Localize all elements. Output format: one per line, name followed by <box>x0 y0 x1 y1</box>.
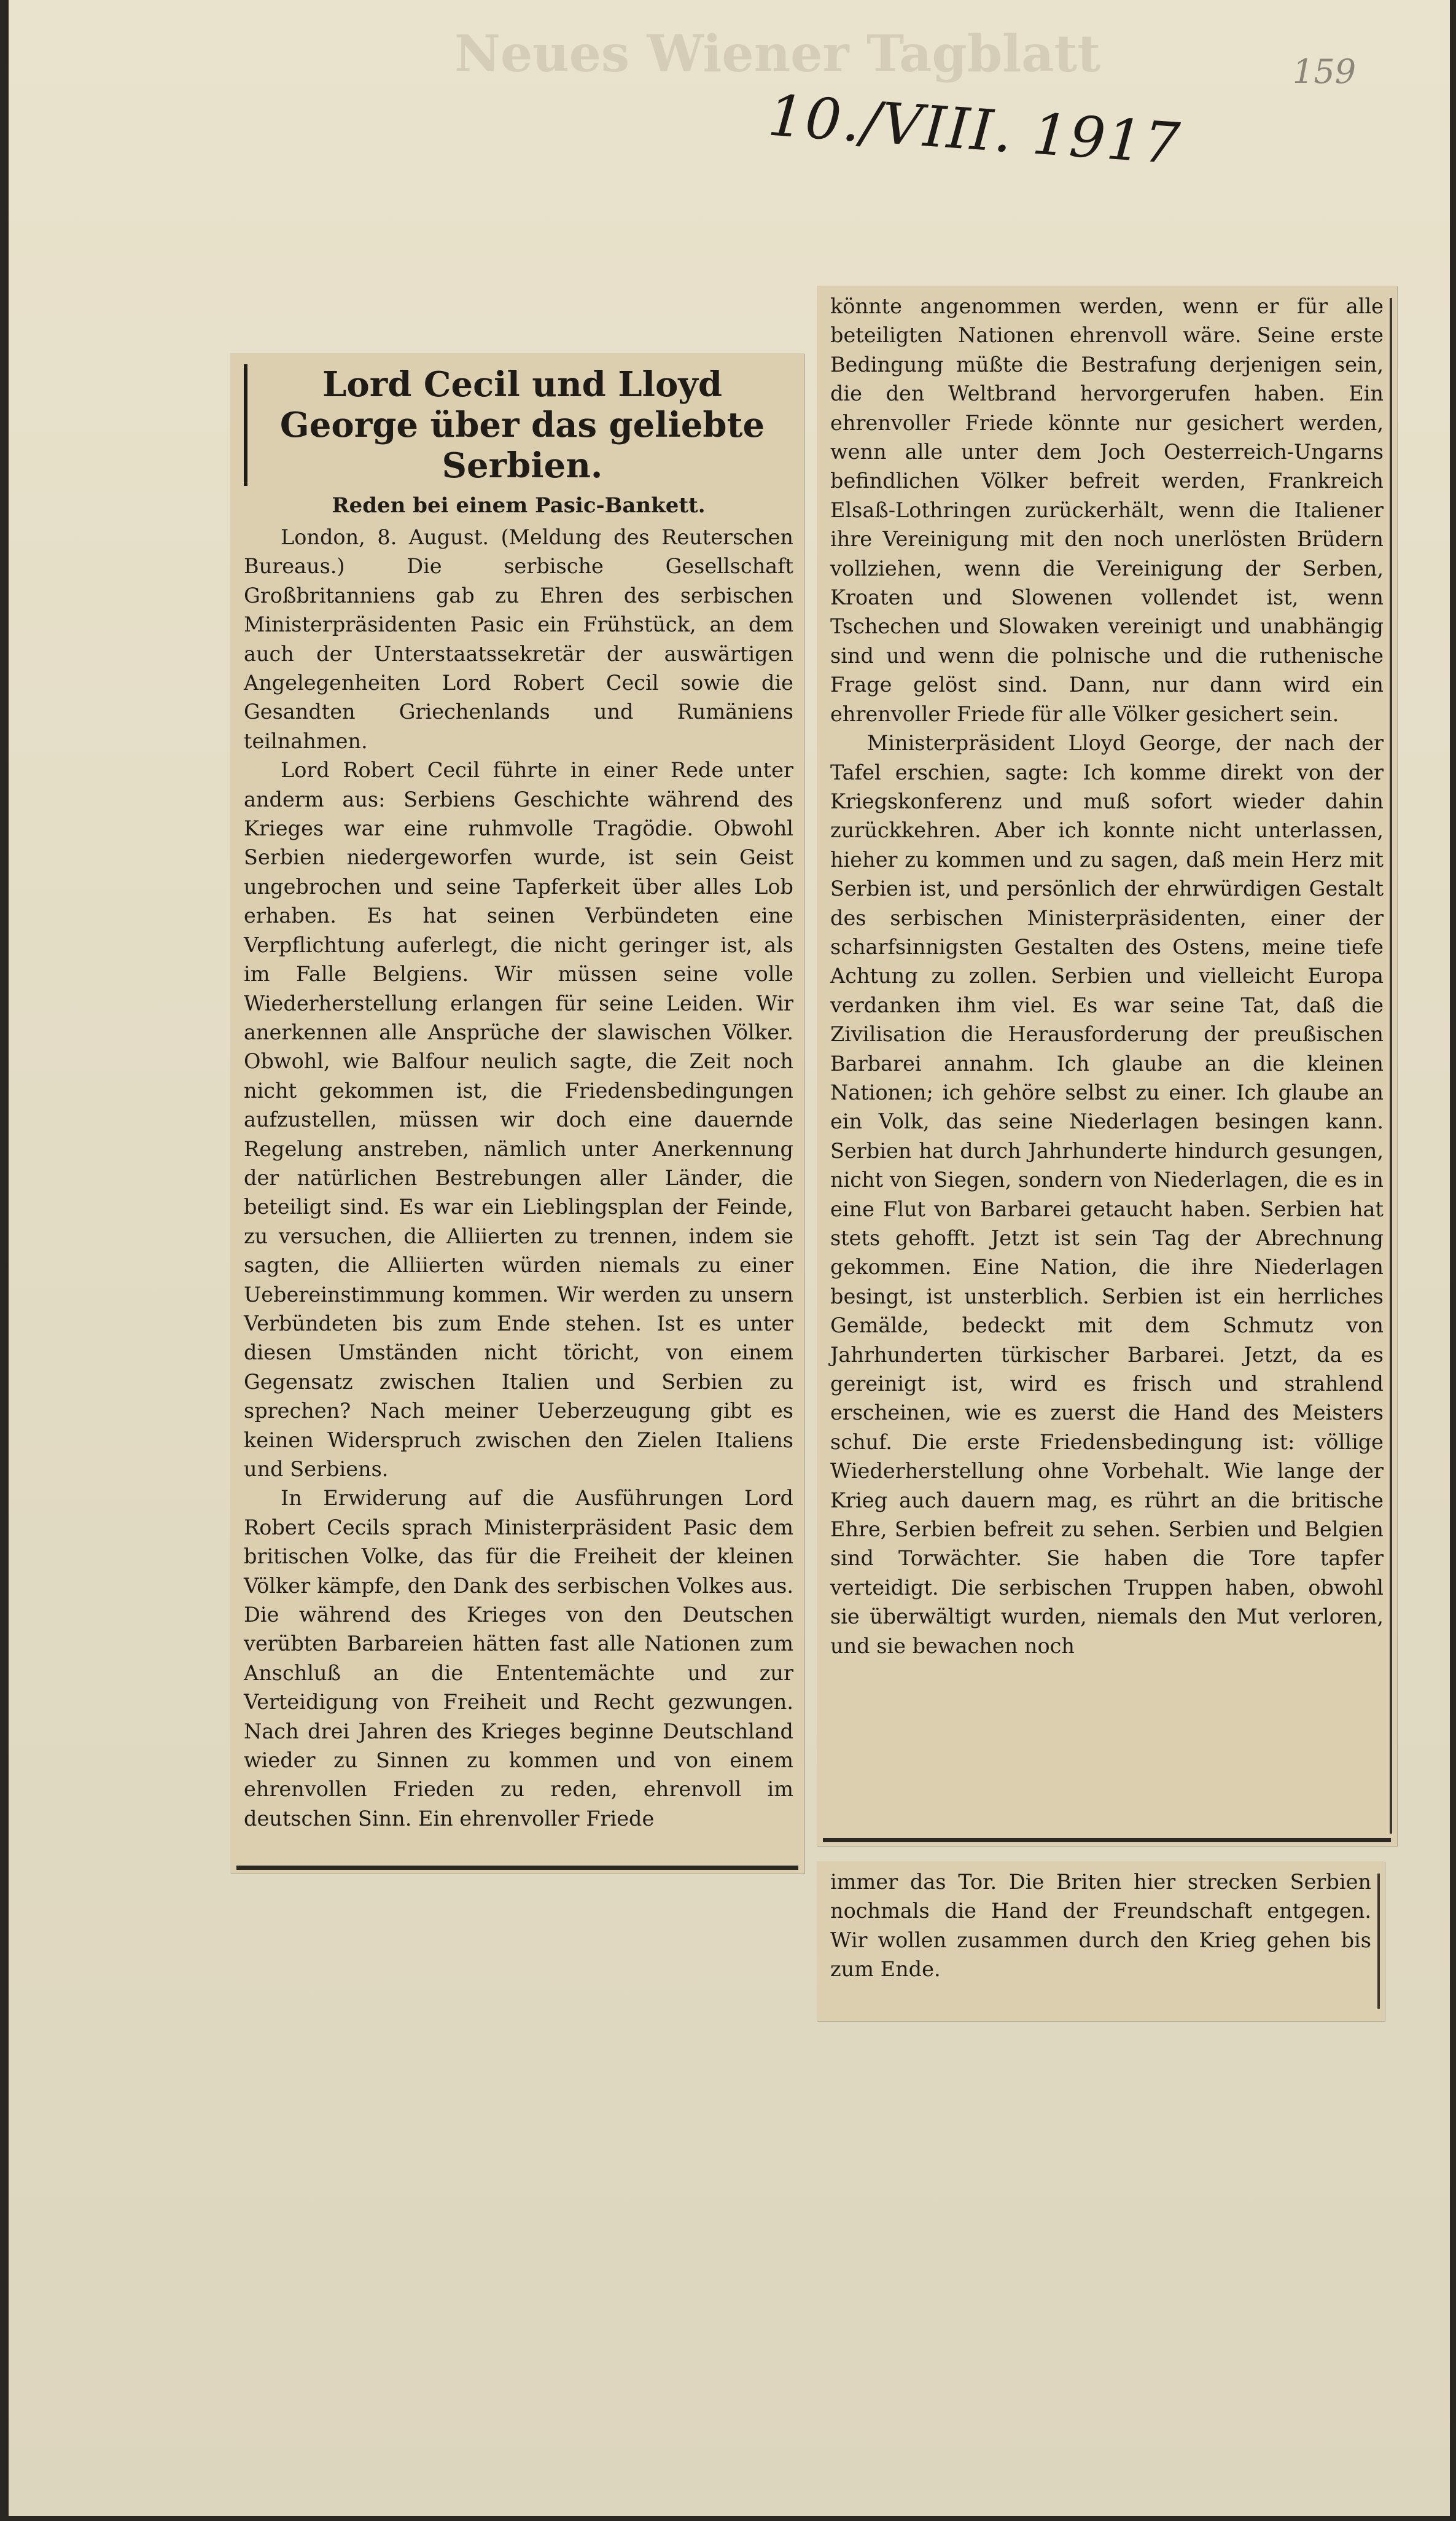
handwritten-date-note: 10./VIII. 1917 <box>766 82 1183 178</box>
article-headline: Lord Cecil und Lloyd George über das geliebte Serbien. <box>244 364 793 486</box>
clipping-tail <box>817 1861 1385 2021</box>
column-rule <box>1390 298 1392 1834</box>
masthead-ghost-imprint: Neues Wiener Tagblatt <box>454 25 1101 84</box>
article-paragraph: Lord Robert Cecil führte in einer Rede unter anderm aus: Serbiens Geschichte während des Krieges war eine ruhmvolle Tragödie. Obwohl Serbien niedergeworfen wurde, ist sein Geist ungebrochen und seine Tapferkeit über alles Lob erhaben. Es hat seinen Verbündeten eine Verpflichtung auferlegt, die nicht geringer ist, als im Falle Belgiens. Wir müssen seine volle Wiederherstellung erlangen für seine Leiden. Wir anerkennen alle Ansprüche der slawischen Völker. Obwohl, wie Balfour neulich sagte, die Zeit noch nicht gekommen ist, die Friedensbedingungen aufzustellen, müssen wir doch eine dauernde Regelung anstreben, nämlich unter Anerkennung der natürlichen Bestrebungen aller Länder, die beteiligt sind. Es war ein Lieblingsplan der Feinde, zu versuchen, die Alliierten zu trennen, indem sie sagten, die Alliierten würden niemals zu einer Uebereinstimmung kommen. Wir werden zu unsern Verbündeten bis zum Ende stehen. Ist es unter diesen Umständen nicht töricht, von einem Gegensatz zwischen Italien und Serbien zu sprechen? Nach meiner Ueberzeugung gibt es keinen Widerspruch zwischen den Zielen Italiens und Serbiens. <box>244 758 793 1481</box>
folio-number: 159 <box>1293 52 1357 91</box>
column-rule <box>823 1838 1391 1842</box>
article-paragraph: immer das Tor. Die Briten hier strecken Serbien nochmals die Hand der Freundschaft entgegen. Wir wollen zusammen durch den Krieg gehen bis zum Ende. <box>830 1870 1371 1982</box>
column-rule <box>236 1866 798 1870</box>
scan-edge-left <box>0 0 9 2521</box>
article-paragraph: London, 8. August. (Meldung des Reuterschen Bureaus.) Die serbische Gesellschaft Großbritanniens gab zu Ehren des serbischen Ministerpräsidenten Pasic ein Frühstück, an dem auch der Unterstaatssekretär der auswärtigen Angelegenheiten Lord Robert Cecil sowie die Gesandten Griechenlands und Rumäniens teilnahmen. <box>244 525 793 753</box>
scan-edge-bottom <box>0 2516 1456 2521</box>
scan-edge-right <box>1450 0 1456 2521</box>
article-paragraph: könnte angenommen werden, wenn er für alle beteiligten Nationen ehrenvoll wäre. Seine erste Bedingung müßte die Bestrafung derjenigen sein, die den Weltbrand hervorgerufen haben. Ein ehrenvoller Friede könnte nur gesichert werden, wenn alle unter dem Joch Oesterreich-Ungarns befindlichen Völker befreit werden, Frankreich Elsaß-Lothringen zurückerhält, wenn die Italiener ihre Vereinigung mit den noch unerlösten Brüdern vollziehen, wenn die Vereinigung der Serben, Kroaten und Slowenen vollendet ist, wenn Tschechen und Slowaken vereinigt und unabhängig sind und wenn die polnische und die ruthenische Frage gelöst sind. Dann, nur dann wird ein ehrenvoller Friede für alle Völker gesichert sein. <box>830 294 1384 726</box>
clipping-left-column <box>230 353 804 1874</box>
article-subheadline: Reden bei einem Pasic-Bankett. <box>332 493 706 518</box>
clipping-right-column <box>817 286 1397 1846</box>
column-rule <box>1377 1874 1380 2009</box>
article-paragraph: In Erwiderung auf die Ausführungen Lord Robert Cecils sprach Ministerpräsident Pasic dem britischen Volke, das für die Freiheit der kleinen Völker kämpfe, den Dank des serbischen Volkes aus. Die während des Krieges von den Deutschen verübten Barbareien hätten fast alle Nationen zum Anschluß an die Ententemächte und zur Verteidigung von Freiheit und Recht gezwungen. Nach drei Jahren des Krieges beginne Deutschland wieder zu Sinnen zu kommen und von einem ehrenvollen Frieden zu reden, ehrenvoll im deutschen Sinn. Ein ehrenvoller Friede <box>244 1486 793 1831</box>
article-paragraph: Ministerpräsident Lloyd George, der nach der Tafel erschien, sagte: Ich komme direkt von der Kriegskonferenz und muß sofort wieder dahin zurückkehren. Aber ich konnte nicht unterlassen, hieher zu kommen und zu sagen, daß mein Herz mit Serbien ist, und persönlich der ehrwürdigen Gestalt des serbischen Ministerpräsidenten, einer der scharfsinnigsten Gestalten des Ostens, meine tiefe Achtung zu zollen. Serbien und vielleicht Europa verdanken ihm viel. Es war seine Tat, daß die Zivilisation die Herausforderung der preußischen Barbarei annahm. Ich glaube an die kleinen Nationen; ich gehöre selbst zu einer. Ich glaube an ein Volk, das seine Niederlagen besingen kann. Serbien hat durch Jahrhunderte hindurch gesungen, nicht von Siegen, sondern von Niederlagen, die es in eine Flut von Barbarei getaucht haben. Serbien hat stets gehofft. Jetzt ist sein Tag der Abrechnung gekommen. Eine Nation, die ihre Niederlagen besingt, ist unsterblich. Serbien ist ein herrliches Gemälde, bedeckt mit dem Schmutz von Jahrhunderten türkischer Barbarei. Jetzt, da es gereinigt ist, wird es frisch und strahlend erscheinen, wie es zuerst die Hand des Meisters schuf. Die erste Friedensbedingung ist: völlige Wiederherstellung ohne Vorbehalt. Wie lange der Krieg auch dauern mag, es rührt an die britische Ehre, Serbien befreit zu sehen. Serbien und Belgien sind Torwächter. Sie haben die Tore tapfer verteidigt. Die serbischen Truppen haben, obwohl sie überwältigt wurden, niemals den Mut verloren, und sie bewachen noch <box>830 731 1384 1658</box>
